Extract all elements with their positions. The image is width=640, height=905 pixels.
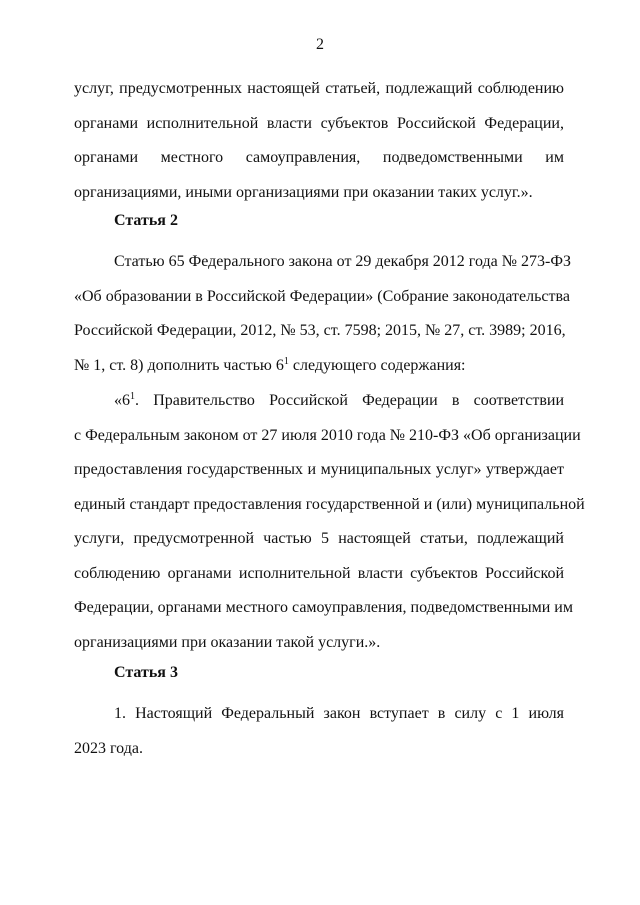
text-line: организациями при оказании такой услуги.». <box>74 633 381 651</box>
article-2-heading: Статья 2 <box>114 212 178 229</box>
page-number: 2 <box>316 36 324 53</box>
text-fragment: № 1, ст. 8) дополнить частью 6 <box>74 356 284 374</box>
text-line: органами местного самоуправления, подведомственными им <box>74 149 564 166</box>
article-2-intro <box>74 245 571 383</box>
text-line: услуг, предусмотренных настоящей статьей, подлежащий соблюдению <box>74 80 564 97</box>
text-line: Российской Федерации, 2012, № 53, ст. 7598; 2015, № 27, ст. 3989; 2016, <box>74 322 566 339</box>
text-line: услуги, предусмотренной частью 5 настоящей статьи, подлежащий <box>74 530 564 547</box>
text-line: предоставления государственных и муниципальных услуг» утверждает <box>74 461 564 478</box>
text-line: соблюдению органами исполнительной власти субъектов Российской <box>74 564 564 582</box>
text-line: 1. Настоящий Федеральный закон вступает в силу с 1 июля <box>114 705 564 722</box>
text-line: 2023 года. <box>74 739 143 757</box>
text-line: Федерации, органами местного самоуправления, подведомственными им <box>74 599 573 616</box>
text-line: организациями, иными организациями при оказании таких услуг.». <box>74 183 533 201</box>
superscript: 1 <box>130 391 135 402</box>
text-fragment: «6 <box>114 392 130 409</box>
paragraph-continuation <box>74 72 564 210</box>
article-2-quote <box>74 384 585 660</box>
article-3-heading: Статья 3 <box>114 664 178 681</box>
text-line: с Федеральным законом от 27 июля 2010 года № 210-ФЗ «Об организации <box>74 426 581 444</box>
text-fragment: . Правительство Российской Федерации в соответствии <box>135 392 564 409</box>
text-line <box>74 349 564 384</box>
text-line: единый стандарт предоставления государственной и (или) муниципальной <box>74 495 585 513</box>
superscript: 1 <box>283 355 289 367</box>
text-fragment: следующего содержания: <box>288 356 466 374</box>
article-3-body <box>74 697 564 766</box>
text-line <box>74 384 564 419</box>
text-line: органами исполнительной власти субъектов Российской Федерации, <box>74 114 564 132</box>
text-line: Статью 65 Федерального закона от 29 декабря 2012 года № 273-ФЗ <box>114 253 571 270</box>
text-line: «Об образовании в Российской Федерации» (Собрание законодательства <box>74 287 570 305</box>
